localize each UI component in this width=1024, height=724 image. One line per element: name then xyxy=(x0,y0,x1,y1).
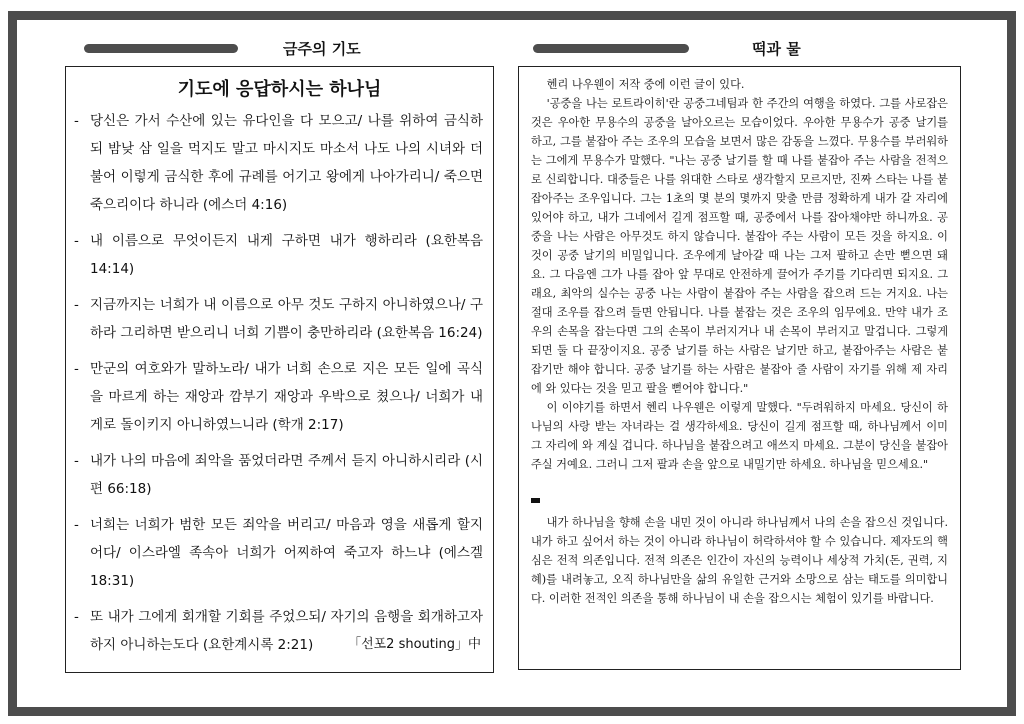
verse-item xyxy=(74,511,483,595)
story-box xyxy=(518,66,961,670)
application-paragraph: 내가 하나님을 향해 손을 내민 것이 아니라 하나님께서 나의 손을 잡으신 것입니다. 내가 하고 싶어서 하는 것이 아니라 하나님이 허락하셔야 할 수 있습니다. 제자도의 핵심은 전적 의존입니다. 전적 의존은 인간이 자신의 능력이나 세상적 가치(돈, 권력, 지혜)를 내려놓고, 오직 하나님만을 삶의 유일한 근거와 소망으로 삼는 태도를 의미합니다. 이러한 전적인 의존을 통해 하나님이 내 손을 잡으시는 체험이 있기를 바랍니다. xyxy=(531,516,948,605)
story-paragraph: '공중을 나는 로트라이히'란 공중그네팀과 한 주간의 여행을 하였다. 그를 사로잡은 것은 우아한 무용수의 공중을 날아오르는 모습이었다. 우아한 무용수가 공중 날기를 하고, 그를 붙잡아 주는 조우의 모습을 보면서 많은 감동을 느꼈다. 무용수를 부러워하는 그에게 무용수가 말했다. "나는 공중 날기를 할 때 나를 붙잡아 주는 사람을 전적으로 신뢰합니다. 대중들은 나를 위대한 스타로 생각할지 모르지만, 진짜 스타는 나를 붙잡아주는 조우입니다. 그는 1초의 몇 분의 몇까지 맞출 만큼 정확하게 내가 갈 자리에 있어야 하고, 내가 그네에서 길게 점프할 때, 공중에서 나를 잡아채야만 하니까요. 공중을 나는 사람은 아무것도 하지 않습니다. 붙잡아 주는 사람이 모든 것을 하지요. 이것이 공중 날기의 비밀입니다. 조우에게 날아갈 때 나는 그저 팔하고 손만 뻗으면 돼요. 그 다음엔 그가 나를 잡아 앞 무대로 안전하게 끌어가 주기를 기다리면 되지요. 그래요, 최악의 실수는 공중 나는 사람이 붙잡아 주는 사람을 잡으려 드는 거지요. 나는 절대 조우를 잡으려 들면 안됩니다. 나를 붙잡는 것은 조우의 임무에요. 만약 내가 조우의 손목을 잡는다면 그의 손목이 부러지거나 내 손목이 부러지고 말겁니다. 그렇게 되면 둘 다 끝장이지요. 공중 날기를 하는 사람은 날기만 하고, 붙잡아주는 사람은 붙잡기만 해야 합니다. 공중 날기를 하는 사람은 붙잡아 줄 사람이 자기를 위해 제 자리에 와 있다는 것을 믿고 팔을 뻗어야 합니다." xyxy=(531,97,948,395)
story-paragraph: 이 이야기를 하면서 헨리 나우웬은 이렇게 말했다. "두려워하지 마세요. 당신이 하나님의 사랑 받는 자녀라는 걸 생각하세요. 당신이 길게 점프할 때, 하나님께서 이미 그 자리에 와 계실 겁니다. 하나님을 붙잡으려고 애쓰지 마세요. 그분이 당신을 붙잡아주실 거예요. 그러니 그저 팔과 손을 앞으로 내밀기만 하세요. 하나님을 믿으세요." xyxy=(531,401,948,471)
story-body xyxy=(519,67,960,608)
verse-item xyxy=(74,447,483,503)
verse-item xyxy=(74,107,483,219)
dash-marker: - xyxy=(74,453,79,469)
source-note: 「선포2 shouting」中 xyxy=(348,637,481,652)
dash-marker: - xyxy=(74,297,79,313)
right-section-title: 떡과 물 xyxy=(752,40,801,58)
verse-text: 내가 나의 마음에 죄악을 품었더라면 주께서 듣지 아니하시리라 (시편 66:18) xyxy=(90,453,483,497)
prayer-heading: 기도에 응답하시는 하나님 xyxy=(177,79,382,100)
verse-item xyxy=(74,291,483,347)
dash-marker: - xyxy=(74,609,79,625)
verse-text: 지금까지는 너희가 내 이름으로 아무 것도 구하지 아니하였으나/ 구하라 그리하면 받으리니 너희 기쁨이 충만하리라 (요한복음 16:24) xyxy=(90,297,483,341)
verse-text: 너희는 너희가 범한 모든 죄악을 버리고/ 마음과 영을 새롭게 할지어다/ 이스라엘 족속아 너희가 어찌하여 죽고자 하느냐 (에스겔 18:31) xyxy=(90,517,483,589)
verse-list xyxy=(66,107,493,659)
verse-text: 내 이름으로 무엇이든지 내게 구하면 내가 행하리라 (요한복음 14:14) xyxy=(90,233,483,277)
verse-item xyxy=(74,227,483,283)
story-paragraph: 헨리 나우웬이 저작 중에 이런 글이 있다. xyxy=(546,78,745,91)
verse-text: 또 내가 그에게 회개할 기회를 주었으되/ 자기의 음행을 회개하고자 하지 아니하는도다 (요한계시록 2:21) xyxy=(90,609,483,653)
verse-item xyxy=(74,355,483,439)
dash-marker: - xyxy=(74,361,79,377)
dash-marker: - xyxy=(74,517,79,533)
square-marker-icon xyxy=(531,498,540,503)
verse-text: 만군의 여호와가 말하노라/ 내가 너희 손으로 지은 모든 일에 곡식을 마르게 하는 재앙과 깜부기 재앙과 우박으로 쳤으나/ 너희가 내게로 돌이키지 아니하였느니라 (학개 2:17) xyxy=(90,361,483,433)
left-section-title: 금주의 기도 xyxy=(283,40,361,58)
prayer-box xyxy=(65,66,494,673)
left-title-bar xyxy=(84,44,238,53)
dash-marker: - xyxy=(74,113,79,129)
right-title-bar xyxy=(533,44,689,53)
verse-text: 당신은 가서 수산에 있는 유다인을 다 모으고/ 나를 위하여 금식하되 밤낮 삼 일을 먹지도 말고 마시지도 마소서 나도 나의 시녀와 더불어 이렇게 금식한 후에 규례를 어기고 왕에게 나아가리니/ 죽으면 죽으리이다 하니라 (에스더 4:16) xyxy=(90,113,483,213)
dash-marker: - xyxy=(74,233,79,249)
